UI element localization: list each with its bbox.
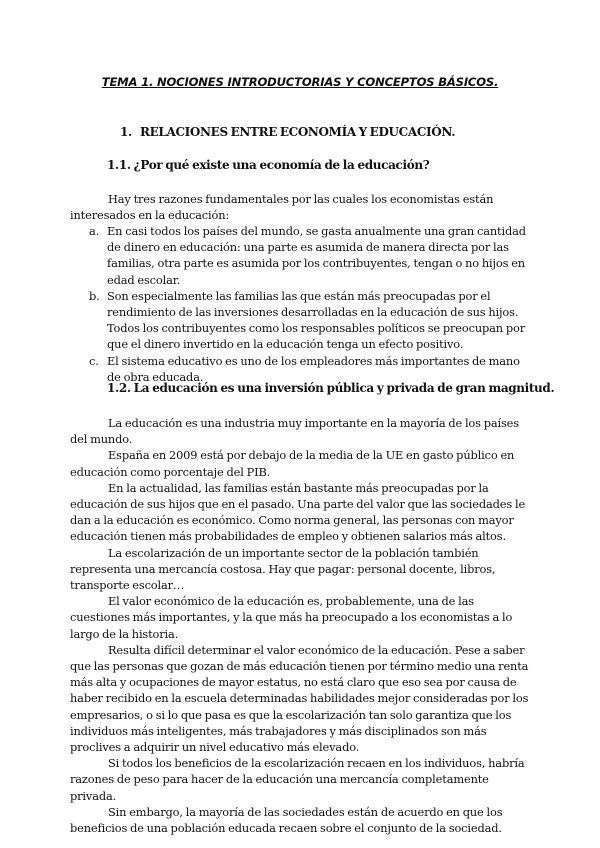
body-text bbox=[70, 415, 530, 836]
paragraph: Resulta difícil determinar el valor económico de la educación. Pese a saber que las personas que gozan de más educación tienen por término medio una renta más alta y ocupaciones de mayor estatus, no está claro que eso sea por causa de haber recibido en la escuela determinadas habilidades mejor consideradas por los empresarios, o si lo que pasa es que la escolarización tan solo garantiza que los individuos más inteligentes, más trabajadores y más disciplinados son más proclives a adquirir un nivel educativo más elevado. bbox=[70, 642, 529, 755]
list-marker: c. bbox=[89, 353, 99, 368]
paragraph: La escolarización de un importante sector de la población también representa una mercancía costosa. Hay que pagar: personal docente, libros, transporte escolar… bbox=[70, 545, 496, 593]
document-title: TEMA 1. NOCIONES INTRODUCTORIAS Y CONCEPTOS BÁSICOS. bbox=[101, 75, 499, 89]
paragraph: La educación es una industria muy importante en la mayoría de los países del mundo. bbox=[70, 416, 519, 447]
list-item-text: El sistema educativo es uno de los empleadores más importantes de mano de obra educada. bbox=[107, 353, 520, 384]
paragraph: España en 2009 está por debajo de la media de la UE en gasto público en educación como porcentaje del PIB. bbox=[70, 448, 515, 479]
subsection-heading-1-1: 1.1. ¿Por qué existe una economía de la educación? bbox=[107, 158, 430, 172]
section-heading-text: RELACIONES ENTRE ECONOMÍA Y EDUCACIÓN. bbox=[140, 125, 456, 139]
list-marker: a. bbox=[89, 224, 100, 238]
intro-paragraph: Hay tres razones fundamentales por las cuales los economistas están interesados en la educación: bbox=[70, 192, 494, 223]
section-number: 1. bbox=[120, 125, 132, 139]
reasons-list bbox=[70, 223, 530, 385]
paragraph: Si todos los beneficios de la escolarización recaen en los individuos, habría razones de peso para hacer de la educación una mercancía completamente privada. bbox=[70, 756, 525, 803]
list-item bbox=[70, 223, 530, 288]
paragraph: Sin embargo, la mayoría de las sociedades están de acuerdo en que los beneficios de una población educada recaen sobre el conjunto de la sociedad. bbox=[70, 804, 503, 836]
paragraph: El valor económico de la educación es, probablemente, una de las cuestiones más importantes, y la que más ha preocupado a los economistas a lo largo de la historia. bbox=[70, 594, 513, 641]
list-item-text: Son especialmente las familias las que están más preocupadas por el rendimiento de las inversiones desarrolladas en la educación de sus hijos. Todos los contribuyentes como los responsables políticos se preocupan por que el dinero invertido en la educación tenga un efecto positivo. bbox=[107, 288, 525, 352]
paragraph: En la actualidad, las familias están bastante más preocupadas por la educación de sus hijos que en el pasado. Una parte del valor que las sociedades le dan a la educación es económico. Como norma general, las personas con mayor educación tienen más probabilidades de empleo y obtienen salarios más altos. bbox=[70, 480, 526, 544]
list-item-text: En casi todos los países del mundo, se gasta anualmente una gran cantidad de dinero en educación: una parte es asumida de manera directa por las familias, otra parte es asumida por los contribuyentes, tengan o no hijos en edad escolar. bbox=[107, 224, 526, 287]
section-heading bbox=[120, 125, 455, 139]
list-marker: b. bbox=[89, 288, 100, 303]
subsection-heading-1-2: 1.2. La educación es una inversión pública y privada de gran magnitud. bbox=[107, 381, 555, 395]
list-item bbox=[70, 288, 530, 353]
